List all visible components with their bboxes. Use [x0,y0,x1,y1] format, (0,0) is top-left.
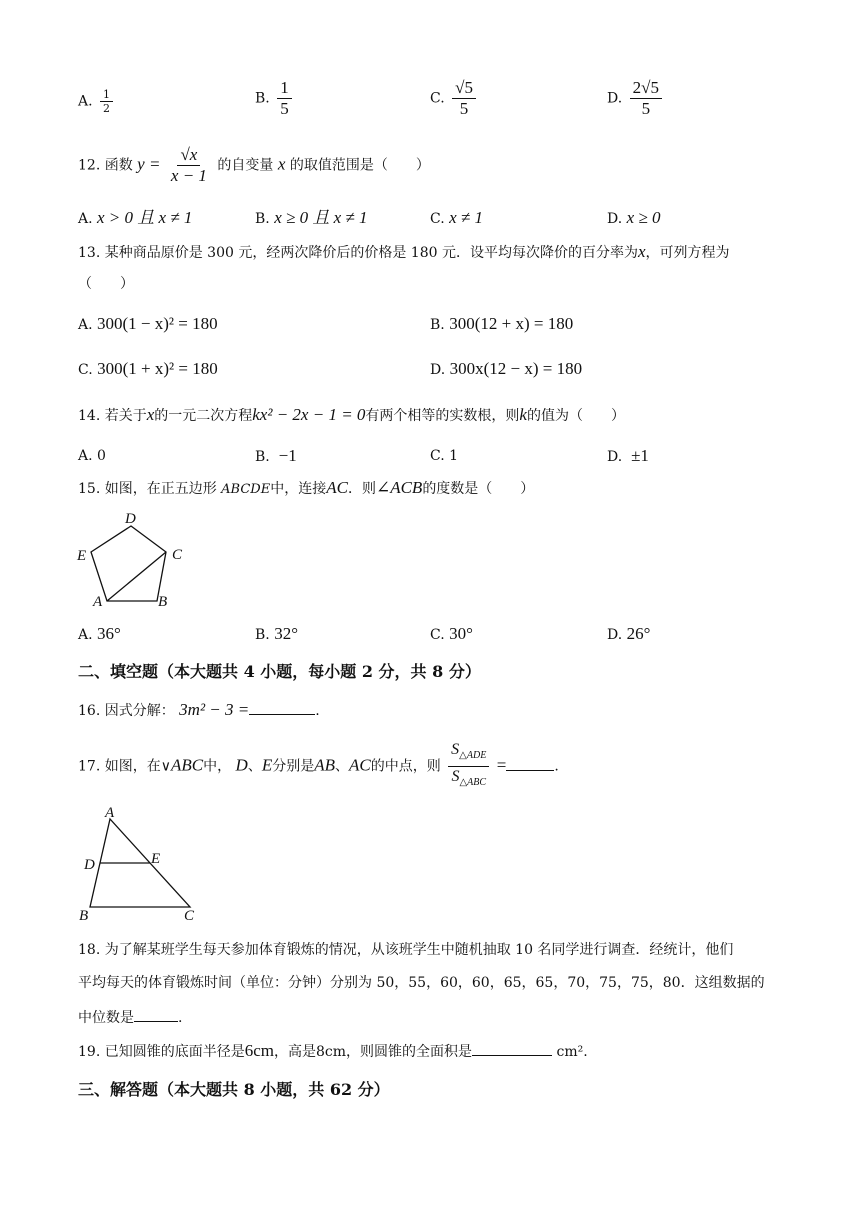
math-angle: ∠ACB [375,478,423,497]
option-label: D. [607,449,623,465]
area-ratio-fraction [448,740,489,793]
question-text: 的值为（ ） [526,408,625,424]
option-text: 300(1 + x)² = 180 [97,359,218,378]
equals-sign: = [496,755,507,775]
label-d: D [125,511,136,527]
question-text: ，高是 [274,1044,316,1060]
question-text: 的取值范围是（ ） [289,157,430,174]
option-text: 300x(12 − x) = 180 [449,359,583,378]
question-text: 若关于 [104,408,147,424]
numerator: 1 [277,78,292,99]
question-text: 13. 某种商品原价是 300 元，经两次降价后的价格是 180 元．设平均每次降价的百分率为 [78,245,638,261]
option-label: A. [78,627,93,643]
answer-parens: （ ） [78,276,134,292]
numerator: S [451,741,460,758]
fraction [168,145,210,186]
math-point: E [261,755,273,775]
fraction [100,88,113,115]
question-text: 分别是 [272,758,315,775]
question-text: 17. 如图，在∨ [78,758,171,775]
question-15 [78,478,534,500]
option-text: 26° [626,624,651,643]
denominator: x − 1 [170,166,207,185]
triangle-figure [72,802,212,927]
numerator: √x [177,145,200,166]
option-label: B. [255,627,270,643]
q12-option-c [430,208,483,229]
option-label: A. [78,93,93,110]
q13-option-c [78,359,218,380]
question-18-line-2: 平均每天的体育锻炼时间（单位：分钟）分别为 50，55，60，60，65，65，70，75，75，80．这组数据的 [78,975,765,991]
option-label: D. [607,211,623,227]
label-a: A [105,805,115,821]
option-text: 300(1 − x)² = 180 [97,314,218,333]
math-segment: AC [348,755,371,775]
math-var: x [637,242,646,261]
q13-option-b [430,314,573,335]
option-text: 32° [274,624,299,643]
question-text: 的一元二次方程 [154,408,253,424]
question-text: ．则 [347,481,376,497]
question-text: 的自变量 [217,157,274,174]
section-heading-answer: 三、解答题（本大题共 8 小题，共 62 分） [78,1080,390,1099]
section-heading-fill-in: 二、填空题（本大题共 4 小题，每小题 2 分，共 8 分） [78,662,481,681]
math-shape: ABC [170,755,204,775]
option-label: C. [430,211,445,227]
q13-option-d [430,359,582,380]
q15-option-c [430,624,473,645]
option-label: A. [78,211,93,227]
math-var: x [277,154,286,174]
label-a: A [93,594,103,610]
option-text: 1 [449,448,459,464]
answer-blank[interactable] [134,1007,178,1022]
fraction [452,78,476,119]
question-17 [78,740,559,793]
question-text: 函数 [104,157,133,174]
math-equation: kx² − 2x − 1 = 0 [252,405,366,424]
math-value: 8cm [316,1044,347,1060]
label-e: E [77,548,87,564]
math-var: x [146,405,155,424]
denominator: S [451,768,460,786]
fraction [630,78,662,119]
q11-option-c [430,78,479,119]
option-label: C. [430,627,445,643]
option-label: B. [255,449,270,465]
question-text: ，可列方程为 [645,245,730,261]
label-d: D [84,857,95,873]
answer-blank[interactable] [472,1041,552,1056]
question-text: . [178,1010,183,1026]
question-18-line-3 [78,1007,182,1028]
question-text: 有两个相等的实数根，则 [365,408,520,424]
q14-option-b [255,446,297,467]
question-13 [78,242,730,263]
math-segment: AC [326,478,348,497]
math-point: D [235,755,248,775]
option-label: D. [607,627,623,643]
question-text: 的中点，则 [370,758,441,775]
option-text: −1 [278,446,297,465]
math-value: 6cm [244,1041,274,1060]
option-label: B. [430,317,445,333]
question-text: ，则圆锥的全面积是 [346,1044,473,1060]
question-text: 中位数是 [78,1010,134,1026]
question-text: . [583,1044,588,1060]
question-text: . [554,758,559,775]
label-e: E [151,851,161,867]
option-label: B. [255,90,270,107]
question-text: 16. 因式分解： [78,703,175,719]
question-text: 的度数是（ ） [422,481,535,497]
option-label: A. [78,317,93,333]
answer-blank[interactable] [249,700,315,715]
option-label: D. [607,90,623,107]
option-label: D. [430,362,446,378]
denominator: 2 [103,102,111,115]
denominator: 5 [641,99,651,118]
q15-option-a [78,624,121,645]
q12-option-b [255,208,367,229]
pentagon-shape [91,526,166,601]
question-14 [78,405,625,426]
q15-option-d [607,624,650,645]
q14-option-d [607,446,649,467]
option-text: ±1 [631,446,649,465]
pentagon-figure [72,508,202,613]
q15-option-b [255,624,298,645]
question-12 [78,145,430,186]
question-19 [78,1041,588,1062]
question-text: . [315,703,320,719]
question-text: 中，连接 [270,481,327,497]
math-segment: AB [314,755,335,775]
q11-option-a [78,88,116,115]
q13-option-a [78,314,218,335]
option-text: x > 0 且 x ≠ 1 [97,208,193,227]
option-text: 36° [97,624,121,643]
denominator: 5 [280,99,289,118]
option-label: B. [255,211,270,227]
option-text: x ≥ 0 [626,208,661,227]
question-text: 15. 如图，在正五边形 [78,481,217,497]
math-y: y = [137,154,161,174]
option-label: A. [78,448,93,464]
label-b: B [79,908,89,924]
numerator: 1 [100,88,113,102]
q12-option-d [607,208,661,229]
label-c: C [184,908,195,924]
denominator: 5 [459,99,469,118]
option-text: 300(12 + x) = 180 [449,314,574,333]
question-text: 中， [203,758,232,775]
question-text: 、 [334,758,349,775]
option-label: C. [430,90,445,107]
question-text: 19. 已知圆锥的底面半径是 [78,1044,245,1060]
fraction [277,78,292,119]
unit: cm² [556,1044,584,1060]
numerator: 2√5 [630,78,662,99]
question-18-line-1: 18. 为了解某班学生每天参加体育锻炼的情况，从该班学生中随机抽取 10 名同学进行调查．经统计，他们 [78,942,734,958]
math-var: k [519,405,527,424]
option-label: C. [78,362,93,378]
q11-option-d [607,78,665,119]
q12-option-a [78,208,192,229]
numerator-sub: △ADE [459,750,487,762]
label-b: B [158,594,168,610]
question-number: 12. [78,157,101,174]
denominator-sub: △ABC [459,777,487,789]
option-text: x ≠ 1 [449,208,484,227]
question-text: 、 [247,758,262,775]
q11-option-b [255,78,295,119]
label-c: C [172,547,183,563]
option-text: 30° [449,624,473,643]
q14-option-c [430,446,458,466]
option-text: x ≥ 0 且 x ≠ 1 [274,208,368,227]
numerator: √5 [452,78,476,99]
option-text: 0 [97,448,106,464]
math-shape: ABCDE [221,482,271,497]
question-16 [78,700,320,721]
q14-option-a [78,446,106,466]
answer-blank[interactable] [506,756,554,771]
math-expression: 3m² − 3 = [179,700,250,719]
question-number: 14. [78,408,101,424]
option-label: C. [430,448,445,464]
